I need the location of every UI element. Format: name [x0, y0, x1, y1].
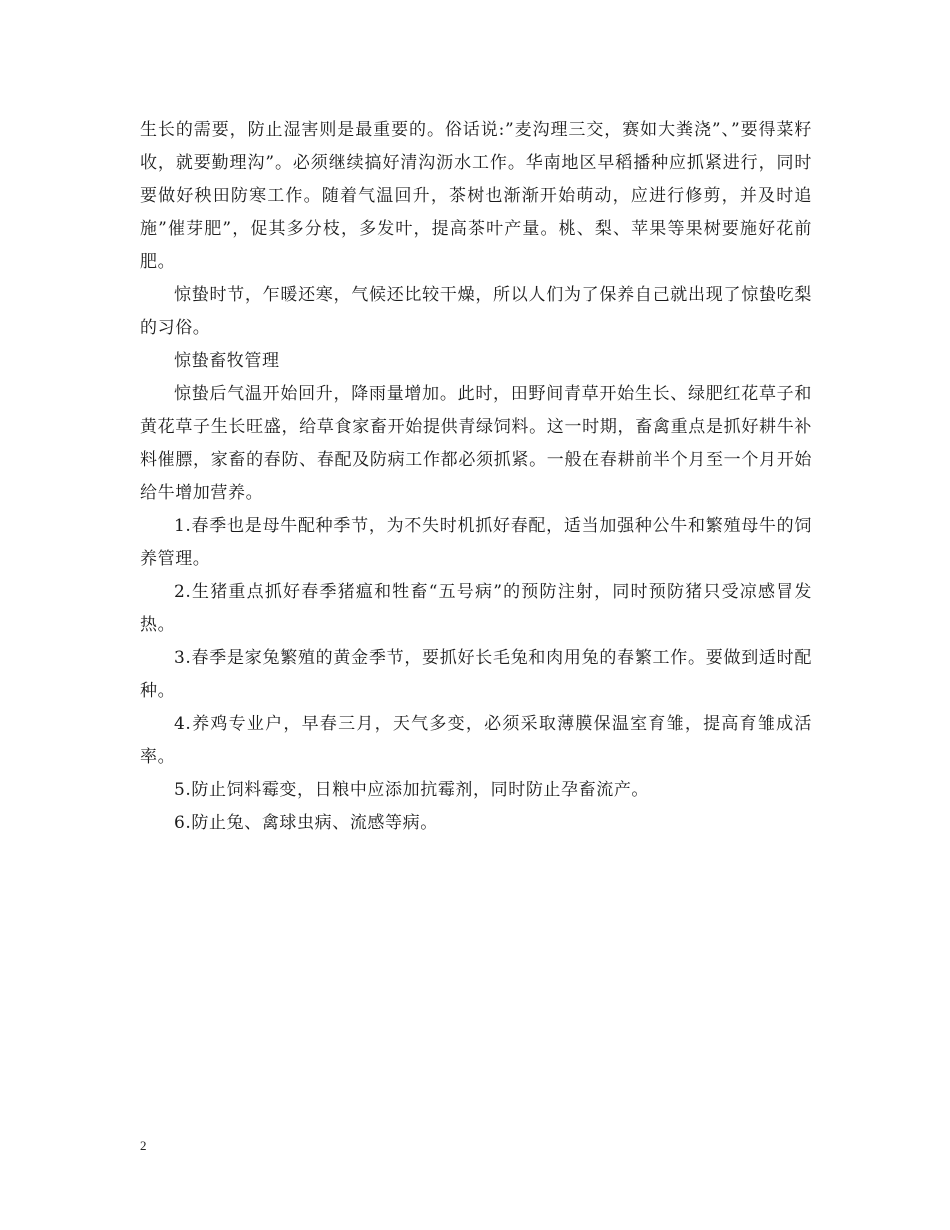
- paragraph-livestock-intro: 惊蛰后气温开始回升，降雨量增加。此时，田野间青草开始生长、绿肥红花草子和黄花草子生长旺盛，给草食家畜开始提供青绿饲料。这一时期，畜禽重点是抓好耕牛补料催膘，家畜的春防、春配及防病工作都必须抓紧。一般在春耕前半个月至一个月开始给牛增加营养。: [140, 384, 812, 503]
- paragraph-continuation: 生长的需要，防止湿害则是最重要的。俗话说:”麦沟理三交，赛如大粪浇”、”要得菜籽收，就要勤理沟”。必须继续搞好清沟沥水工作。华南地区早稻播种应抓紧进行，同时要做好秧田防寒工作。随着气温回升，茶树也渐渐开始萌动，应进行修剪，并及时追施”催芽肥”，促其多分枝，多发叶，提高茶叶产量。桃、梨、苹果等果树要施好花前肥。: [140, 120, 812, 272]
- page-number: 2: [140, 1138, 147, 1153]
- paragraph-custom: 惊蛰时节，乍暖还寒，气候还比较干燥，所以人们为了保养自己就出现了惊蛰吃梨的习俗。: [140, 285, 812, 338]
- list-item: 1.春季也是母牛配种季节，为不失时机抓好春配，适当加强种公牛和繁殖母牛的饲养管理。: [140, 516, 812, 569]
- list-item: 6.防止兔、禽球虫病、流感等病。: [174, 813, 438, 833]
- list-item: 2.生猪重点抓好春季猪瘟和牲畜“五号病”的预防注射，同时预防猪只受凉感冒发热。: [140, 582, 812, 635]
- list-item: 4.养鸡专业户，早春三月，天气多变，必须采取薄膜保温室育雏，提高育雏成活率。: [140, 714, 812, 767]
- list-item: 5.防止饲料霉变，日粮中应添加抗霉剂，同时防止孕畜流产。: [174, 780, 650, 800]
- section-heading: 惊蛰畜牧管理: [174, 351, 280, 371]
- list-item: 3.春季是家兔繁殖的黄金季节，要抓好长毛兔和肉用兔的春繁工作。要做到适时配种。: [140, 648, 812, 701]
- document-body: [140, 114, 812, 840]
